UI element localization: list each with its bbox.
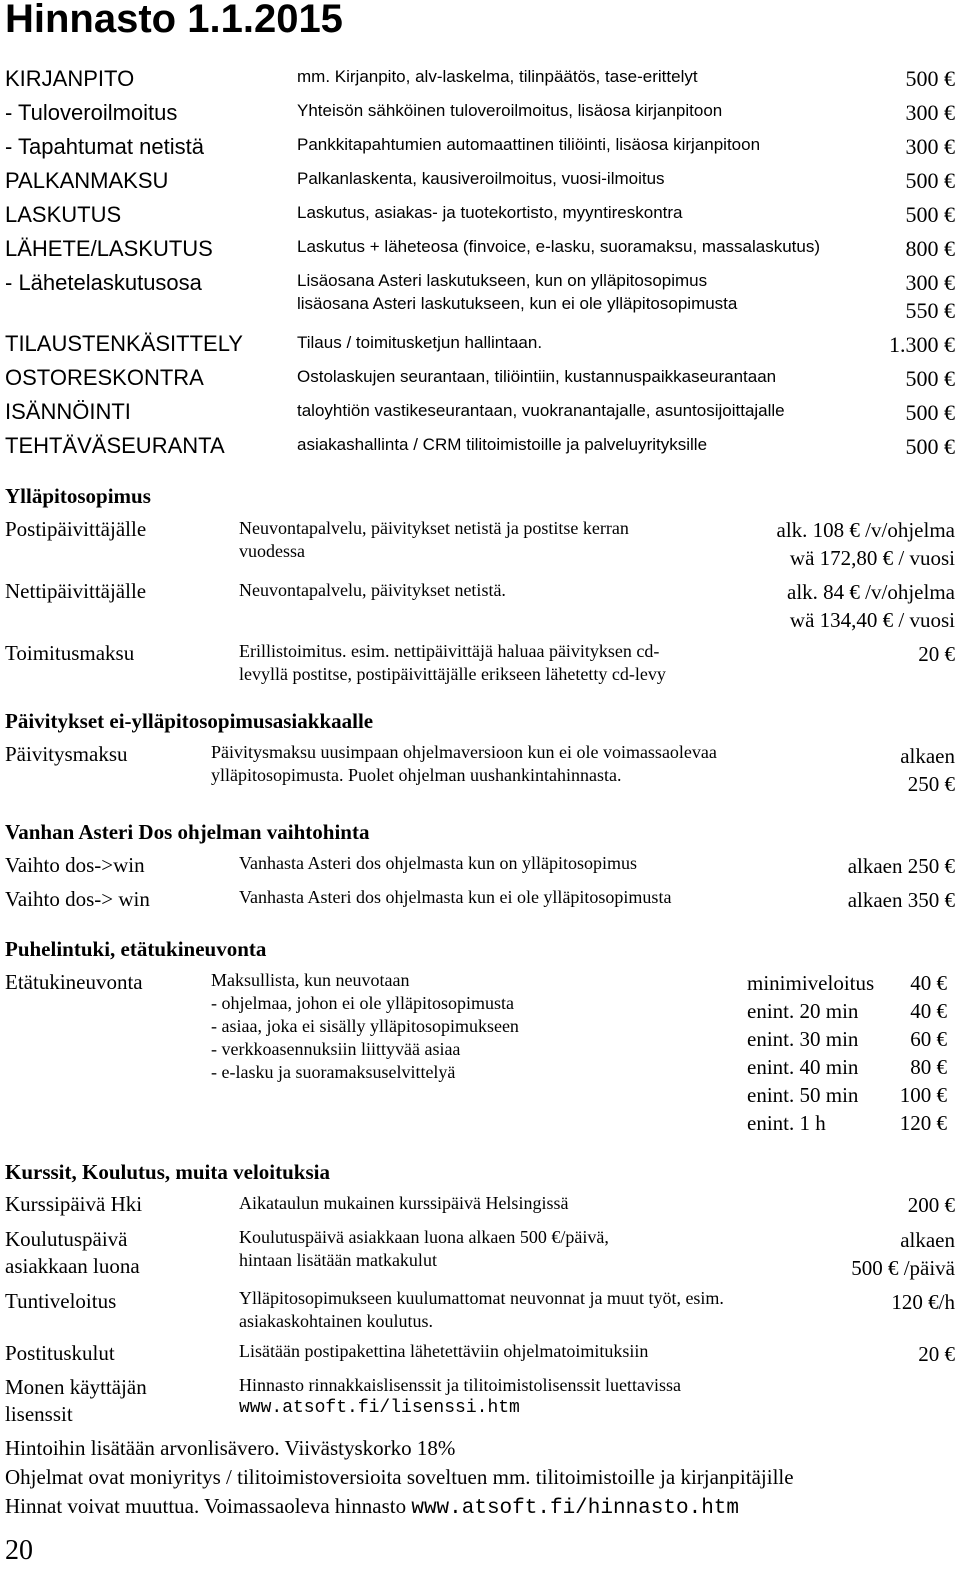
desc-line: Neuvontapalvelu, päivitykset netistä. [239, 580, 506, 600]
row-price: alkaen 350 € [847, 888, 955, 912]
price-line: 120 €/h [891, 1290, 955, 1314]
row-price: alkaen 250 € [847, 854, 955, 878]
price-line: 250 € [907, 772, 955, 796]
page-title: Hinnasto 1.1.2015 [5, 0, 343, 41]
desc-line: vuodessa [239, 541, 305, 561]
desc-line: asiakaskohtainen koulutus. [239, 1311, 433, 1331]
footer-vat-note: Hintoihin lisätään arvonlisävero. Viivästyskorko 18% [5, 1436, 456, 1460]
row-label [5, 1191, 142, 1218]
row-price: 550 € [905, 298, 955, 323]
desc-line: Hinnasto rinnakkaislisenssit ja tilitoimistolisenssit luettavissa [239, 1375, 681, 1395]
row-price: 300 € [905, 100, 955, 125]
row-name: OSTORESKONTRA [5, 365, 204, 390]
row-price: 800 € [905, 236, 955, 261]
row-desc: Tilaus / toimitusketjun hallintaan. [297, 333, 543, 352]
support-price: 100 € [899, 1083, 947, 1107]
desc-line: Päivitysmaksu uusimpaan ohjelmaversioon kun ei ole voimassaolevaa [211, 742, 717, 762]
desc-line: - verkkoasennuksiin liittyvää asiaa [211, 1039, 461, 1059]
desc-line: - e-lasku ja suoramaksuselvittelyä [211, 1062, 456, 1082]
label-line: Tuntiveloitus [5, 1289, 117, 1313]
row-price: 500 € [905, 168, 955, 193]
row-desc: asiakashallinta / CRM tilitoimistoille ja palveluyrityksille [297, 435, 708, 454]
support-duration: enint. 30 min [747, 1027, 859, 1051]
section-heading: Kurssit, Koulutus, muita veloituksia [5, 1160, 330, 1184]
row-price [918, 640, 955, 668]
desc-line: Aikataulun mukainen kurssipäivä Helsingissä [239, 1193, 569, 1213]
price-line: alk. 108 € /v/ohjelma [776, 518, 955, 542]
row-desc: Vanhasta Asteri dos ohjelmasta kun ei ole ylläpitosopimusta [239, 887, 672, 907]
row-price: 500 € [905, 366, 955, 391]
row-label: Päivitysmaksu [5, 742, 128, 766]
row-name: ISÄNNÖINTI [5, 399, 131, 424]
support-price: 80 € [910, 1055, 947, 1079]
desc-line: Erillistoimitus. esim. nettipäivittäjä haluaa päivityksen cd- [239, 641, 660, 661]
license-link[interactable]: www.atsoft.fi/lisenssi.htm [239, 1398, 520, 1418]
desc-line: - asiaa, joka ei sisälly ylläpitosopimukseen [211, 1016, 519, 1036]
row-desc: mm. Kirjanpito, alv-laskelma, tilinpäätös, tase-erittelyt [297, 67, 698, 86]
row-label: Toimitusmaksu [5, 641, 135, 665]
row-name: - Lähetelaskutusosa [5, 270, 202, 295]
support-duration: minimiveloitus [747, 971, 875, 995]
row-name: PALKANMAKSU [5, 168, 169, 193]
support-price-row [747, 1109, 947, 1137]
section-heading: Vanhan Asteri Dos ohjelman vaihtohinta [5, 820, 370, 844]
row-desc: lisäosana Asteri laskutukseen, kun ei ole ylläpitosopimusta [297, 294, 738, 313]
support-price-row [747, 1025, 947, 1053]
row-price: 300 € [905, 134, 955, 159]
row-label: Postipäivittäjälle [5, 517, 147, 541]
row-name: KIRJANPITO [5, 66, 135, 91]
row-name: LASKUTUS [5, 202, 122, 227]
support-price: 60 € [910, 1027, 947, 1051]
row-price [918, 1340, 955, 1368]
support-price: 40 € [910, 999, 947, 1023]
row-desc [239, 1340, 648, 1363]
row-desc: Yhteisön sähköinen tuloveroilmoitus, lisäosa kirjanpitoon [297, 101, 723, 120]
row-price: 500 € [905, 400, 955, 425]
support-price-list [747, 969, 947, 1137]
row-name: - Tuloveroilmoitus [5, 100, 178, 125]
label-line: lisenssit [5, 1402, 73, 1426]
desc-line: Ylläpitosopimukseen kuulumattomat neuvonnat ja muut työt, esim. [239, 1288, 724, 1308]
row-price: 500 € [905, 66, 955, 91]
price-line: alkaen [900, 1228, 955, 1252]
support-price-row [747, 1081, 947, 1109]
price-line: alk. 84 € /v/ohjelma [787, 580, 955, 604]
row-desc: Lisäosana Asteri laskutukseen, kun on ylläpitosopimus [297, 271, 708, 290]
price-line: wä 134,40 € / vuosi [789, 608, 955, 632]
page-number: 20 [5, 1535, 33, 1566]
desc-line: levyllä postitse, postipäivittäjälle erikseen lähetetty cd-levy [239, 664, 666, 684]
support-duration: enint. 1 h [747, 1111, 826, 1135]
row-desc [239, 1192, 568, 1215]
price-list-link[interactable]: www.atsoft.fi/hinnasto.htm [411, 1497, 739, 1520]
row-desc [239, 579, 506, 602]
row-price [908, 1191, 955, 1219]
row-price [777, 516, 955, 572]
label-line: Kurssipäivä Hki [5, 1192, 143, 1216]
desc-line: Neuvontapalvelu, päivitykset netistä ja postitse kerran [239, 518, 629, 538]
row-desc [211, 969, 519, 1084]
label-line: Koulutuspäivä [5, 1227, 128, 1251]
desc-line: ylläpitosopimusta. Puolet ohjelman uushankintahinnasta. [211, 765, 622, 785]
row-price [787, 578, 955, 634]
desc-line: Koulutuspäivä asiakkaan luona alkaen 500 €/päivä, [239, 1227, 609, 1247]
support-duration: enint. 50 min [747, 1083, 859, 1107]
row-desc: Laskutus + läheteosa (finvoice, e-lasku, suoramaksu, massalaskutus) [297, 237, 820, 256]
row-price [891, 1288, 955, 1316]
desc-line: Lisätään postipakettina lähetettäviin ohjelmatoimituksiin [239, 1341, 649, 1361]
row-price: 500 € [905, 202, 955, 227]
price-line: alkaen [900, 744, 955, 768]
row-desc [239, 1287, 724, 1333]
row-desc: Pankkitapahtumien automaattinen tiliöinti, lisäosa kirjanpitoon [297, 135, 761, 154]
label-line: asiakkaan luona [5, 1254, 140, 1278]
desc-line: hintaan lisätään matkakulut [239, 1250, 437, 1270]
row-label [5, 1374, 147, 1428]
row-name: TILAUSTENKÄSITTELY [5, 331, 243, 356]
label-line: Postituskulut [5, 1341, 115, 1365]
price-line: 500 € /päivä [851, 1256, 955, 1280]
section-heading: Puhelintuki, etätukineuvonta [5, 937, 267, 961]
row-name: - Tapahtumat netistä [5, 134, 204, 159]
row-desc [239, 517, 629, 563]
row-desc [211, 741, 717, 787]
row-desc: Laskutus, asiakas- ja tuotekortisto, myyntireskontra [297, 203, 683, 222]
row-desc: Ostolaskujen seurantaan, tiliöintiin, kustannuspaikkaseurantaan [297, 367, 777, 386]
support-price: 120 € [899, 1111, 947, 1135]
section-heading: Päivitykset ei-ylläpitosopimusasiakkaalle [5, 709, 374, 733]
row-label: Nettipäivittäjälle [5, 579, 147, 603]
section-heading: Ylläpitosopimus [5, 484, 151, 508]
desc-line: - ohjelmaa, johon ei ole ylläpitosopimusta [211, 993, 514, 1013]
row-name: LÄHETE/LASKUTUS [5, 236, 213, 261]
row-price: 1.300 € [889, 332, 955, 357]
support-duration: enint. 20 min [747, 999, 859, 1023]
row-label: Vaihto dos-> win [5, 887, 150, 911]
row-label [5, 1340, 115, 1367]
row-label: Vaihto dos->win [5, 853, 145, 877]
row-label: Etätukineuvonta [5, 970, 143, 994]
row-price: 500 € [905, 434, 955, 459]
footer-change-text: Hinnat voivat muuttua. Voimassaoleva hinnasto [5, 1494, 412, 1518]
row-desc [239, 1374, 681, 1420]
support-price-row [747, 997, 947, 1025]
row-desc [239, 1226, 609, 1272]
label-line: Monen käyttäjän [5, 1375, 147, 1399]
price-line: wä 172,80 € / vuosi [789, 546, 955, 570]
support-duration: enint. 40 min [747, 1055, 859, 1079]
row-price [900, 742, 955, 798]
row-desc: Vanhasta Asteri dos ohjelmasta kun on ylläpitosopimus [239, 853, 637, 873]
row-label [5, 1226, 140, 1280]
row-desc: taloyhtiön vastikeseurantaan, vuokranantajalle, asuntosijoittajalle [297, 401, 785, 420]
support-price-row [747, 1053, 947, 1081]
support-price-row [747, 969, 947, 997]
row-name: TEHTÄVÄSEURANTA [5, 433, 225, 458]
row-desc: Palkanlaskenta, kausiveroilmoitus, vuosi-ilmoitus [297, 169, 665, 188]
price-line: 20 € [918, 642, 955, 666]
price-line: 200 € [907, 1193, 955, 1217]
row-desc [239, 640, 666, 686]
row-price: 300 € [905, 270, 955, 295]
footer-change-note [5, 1494, 739, 1520]
support-price: 40 € [910, 971, 947, 995]
desc-line: Maksullista, kun neuvotaan [211, 970, 410, 990]
footer-versions-note: Ohjelmat ovat moniyritys / tilitoimistoversioita soveltuen mm. tilitoimistoille ja kirjanpitäjille [5, 1465, 794, 1489]
row-price [851, 1226, 955, 1282]
row-label [5, 1288, 116, 1315]
price-line: 20 € [918, 1342, 955, 1366]
